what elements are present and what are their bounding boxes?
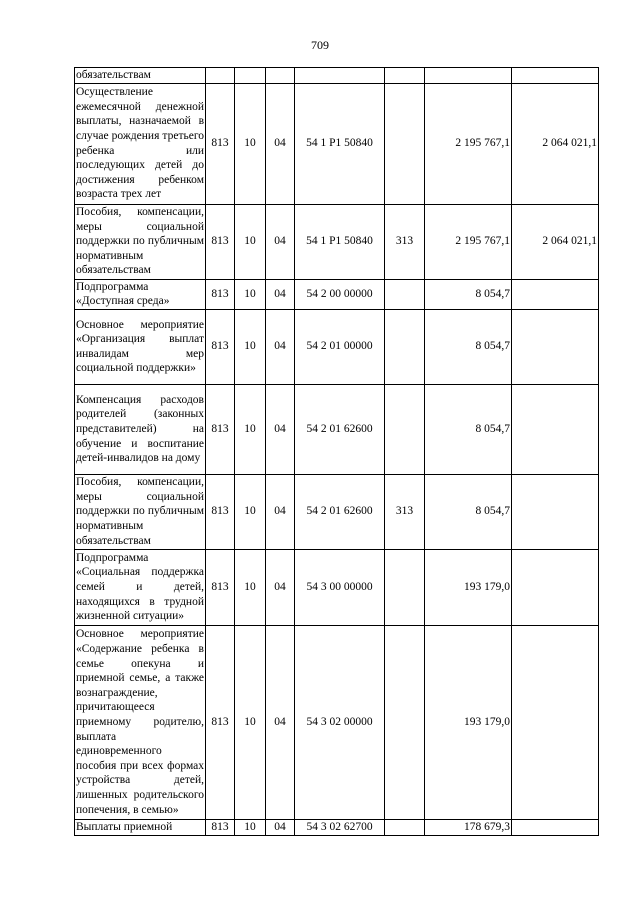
amount-year2-cell: 2 064 021,1 (512, 204, 599, 279)
section-cell: 10 (235, 384, 266, 474)
amount-year1-cell: 178 679,3 (425, 819, 512, 835)
budget-table (74, 67, 599, 836)
expense-type-cell (385, 83, 425, 204)
amount-year2-cell (512, 819, 599, 835)
row-name: Выплаты приемной (75, 819, 206, 835)
target-article-cell (295, 68, 385, 84)
expense-type-cell (385, 549, 425, 625)
target-article-cell: 54 2 01 62600 (295, 384, 385, 474)
amount-year2-cell (512, 68, 599, 84)
table-row (75, 549, 599, 625)
grbs-cell: 813 (206, 819, 235, 835)
amount-year1-cell: 2 195 767,1 (425, 204, 512, 279)
expense-type-cell: 313 (385, 204, 425, 279)
table-row (75, 204, 599, 279)
table-row (75, 68, 599, 84)
target-article-cell: 54 3 00 00000 (295, 549, 385, 625)
row-name: Осуществление ежемесячной денежной выплаты, назначаемой в случае рождения третьего ребенка или последующих детей до достижения ребенком возраста трех лет (75, 83, 206, 204)
amount-year2-cell (512, 279, 599, 309)
table-row (75, 279, 599, 309)
row-name: Основное мероприятие «Содержание ребенка в семье опекуна и приемной семье, а также вознаграждение, причитающееся приемному родителю, выплата единовременного пособия при всех формах устройства детей, лишенных родительского попечения, в семью» (75, 625, 206, 819)
subsection-cell (266, 68, 295, 84)
table-row (75, 819, 599, 835)
amount-year2-cell (512, 474, 599, 549)
section-cell: 10 (235, 204, 266, 279)
target-article-cell: 54 2 00 00000 (295, 279, 385, 309)
row-name: Подпрограмма «Доступная среда» (75, 279, 206, 309)
table-row (75, 474, 599, 549)
amount-year2-cell (512, 384, 599, 474)
grbs-cell: 813 (206, 279, 235, 309)
row-name: Пособия, компенсации, меры социальной поддержки по публичным нормативным обязательствам (75, 204, 206, 279)
expense-type-cell: 313 (385, 474, 425, 549)
table-row (75, 83, 599, 204)
row-name: Компенсация расходов родителей (законных представителей) на обучение и воспитание детей-инвалидов на дому (75, 384, 206, 474)
row-name: обязательствам (75, 68, 206, 84)
target-article-cell: 54 2 01 00000 (295, 309, 385, 384)
subsection-cell: 04 (266, 204, 295, 279)
grbs-cell (206, 68, 235, 84)
section-cell: 10 (235, 279, 266, 309)
expense-type-cell (385, 819, 425, 835)
amount-year1-cell: 2 195 767,1 (425, 83, 512, 204)
section-cell: 10 (235, 474, 266, 549)
subsection-cell: 04 (266, 83, 295, 204)
grbs-cell: 813 (206, 384, 235, 474)
subsection-cell: 04 (266, 309, 295, 384)
subsection-cell: 04 (266, 474, 295, 549)
subsection-cell: 04 (266, 819, 295, 835)
grbs-cell: 813 (206, 625, 235, 819)
amount-year2-cell: 2 064 021,1 (512, 83, 599, 204)
row-name: Подпрограмма «Социальная поддержка семей и детей, находящихся в трудной жизненной ситуации» (75, 549, 206, 625)
expense-type-cell (385, 625, 425, 819)
grbs-cell: 813 (206, 309, 235, 384)
subsection-cell: 04 (266, 279, 295, 309)
table-row (75, 309, 599, 384)
expense-type-cell (385, 384, 425, 474)
row-name: Основное мероприятие «Организация выплат инвалидам мер социальной поддержки» (75, 309, 206, 384)
target-article-cell: 54 2 01 62600 (295, 474, 385, 549)
subsection-cell: 04 (266, 384, 295, 474)
grbs-cell: 813 (206, 474, 235, 549)
target-article-cell: 54 1 P1 50840 (295, 204, 385, 279)
subsection-cell: 04 (266, 549, 295, 625)
section-cell: 10 (235, 83, 266, 204)
expense-type-cell (385, 309, 425, 384)
amount-year1-cell (425, 68, 512, 84)
section-cell (235, 68, 266, 84)
amount-year1-cell: 193 179,0 (425, 625, 512, 819)
table-row (75, 384, 599, 474)
section-cell: 10 (235, 625, 266, 819)
expense-type-cell (385, 68, 425, 84)
expense-type-cell (385, 279, 425, 309)
target-article-cell: 54 1 P1 50840 (295, 83, 385, 204)
amount-year1-cell: 193 179,0 (425, 549, 512, 625)
amount-year2-cell (512, 549, 599, 625)
section-cell: 10 (235, 819, 266, 835)
amount-year1-cell: 8 054,7 (425, 279, 512, 309)
amount-year2-cell (512, 309, 599, 384)
section-cell: 10 (235, 309, 266, 384)
target-article-cell: 54 3 02 62700 (295, 819, 385, 835)
amount-year2-cell (512, 625, 599, 819)
subsection-cell: 04 (266, 625, 295, 819)
section-cell: 10 (235, 549, 266, 625)
amount-year1-cell: 8 054,7 (425, 384, 512, 474)
page-number: 709 (311, 38, 329, 52)
amount-year1-cell: 8 054,7 (425, 474, 512, 549)
grbs-cell: 813 (206, 204, 235, 279)
table-row (75, 625, 599, 819)
grbs-cell: 813 (206, 83, 235, 204)
grbs-cell: 813 (206, 549, 235, 625)
amount-year1-cell: 8 054,7 (425, 309, 512, 384)
target-article-cell: 54 3 02 00000 (295, 625, 385, 819)
row-name: Пособия, компенсации, меры социальной поддержки по публичным нормативным обязательствам (75, 474, 206, 549)
